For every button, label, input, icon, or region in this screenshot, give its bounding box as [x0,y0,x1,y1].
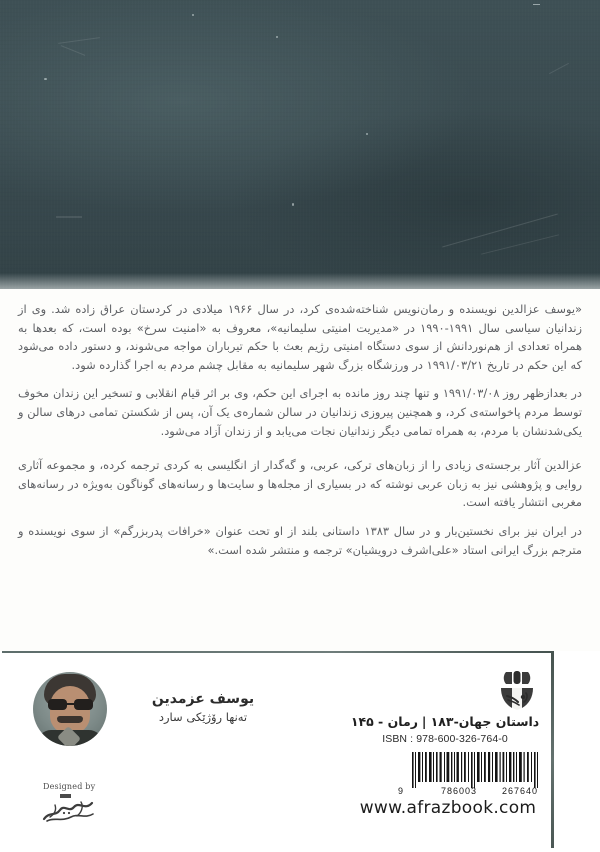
publisher-logo-icon [492,666,542,718]
portrait-sunglasses [48,699,93,710]
portrait-lens-left [48,699,67,710]
blurb-group-biography [18,300,582,440]
band-speck-6 [533,4,540,5]
band-speck-3 [44,78,47,80]
author-portrait-photo [33,672,107,746]
barcode-digits [394,786,554,796]
barcode-digit-group-2: 267640 [501,786,538,796]
portrait-mustache [57,716,83,723]
isbn-label: ISBN : [382,733,414,745]
band-speck-4 [366,133,368,135]
portrait-glasses-bridge [67,703,74,705]
blurb-paragraph-2: در بعدازظهر روز ۱۹۹۱/۰۳/۰۸ و تنها چند روز مانده به اجرای این حکم، وی بر اثر قیام انقلابی و تسخیر این زندان مخوف توسط مردم پاخواسته‌ی کرد، و همچنین پیروزی زندانیان در سالن شماره‌ی یک آن، پس از شکستن تمامی درهای سالن و یکی‌شدنشان با مردم، به همراه تمامی دیگر زندانیان نجات می‌یابد و از زندان آزاد می‌شود. [18,386,582,438]
band-speck-1 [192,14,194,16]
isbn-barcode [398,752,544,796]
band-scratch-1 [58,37,100,44]
band-scratch-2 [61,45,85,56]
blurb-paragraph-1: «یوسف عزالدین نویسنده و رمان‌نویس شناخته‌شده‌ی کرد، در سال ۱۹۶۶ میلادی در کردستان عراق زاده شد. وی از زندانیان سیاسی سال ۱۹۹۱-۱۹۹۰ در «مدیریت امنیتی سلیمانیه»، معروف به «امنیت سرخ» بوده است، که بعدها به همراه تعدادی از هم‌نوردانش از سوی دستگاه امنیتی رژیم بعث با حکم تیرباران مواجه می‌شوند، و دستور داده می‌شود که این حکم در تاریخ ۱۹۹۱/۰۳/۲۱ در ورزشگاه بزرگ شهر سلیمانیه به مقابل چشم مردم به اجرا گذارده شود. [18,302,583,372]
isbn-line [340,733,550,745]
band-bottom-fade [0,273,600,289]
designer-signature-icon [38,793,100,825]
band-speck-5 [292,203,294,206]
book-title: تەنها رۆژێکی سارد [158,710,248,724]
barcode-digit-group-1: 786003 [440,786,477,796]
series-line [340,714,550,729]
portrait-lens-right [74,699,93,710]
blurb-paragraph-3: عزالدین آثار برجسته‌ی زیادی را از زبان‌های ترکی، عربی، و گه‌گدار از انگلیسی به کردی ترجمه کرده، و مجموعه آثاری روایی و پژوهشی نیز به زبان عربی نوشته که در بسیاری از مجله‌ها و سایت‌ها و رسانه‌های گوناگون به‌ویژه در رسانه‌های مغربی انتشار یافته است. [18,458,582,510]
cover-photo-band [0,0,600,289]
series-separator: | [421,714,427,729]
band-scratch-6 [56,216,82,218]
barcode-digit-left: 9 [398,786,405,796]
panel-right-rule [551,651,554,849]
publisher-website[interactable]: www.afrazbook.com [359,798,537,818]
band-scratch-4 [481,234,559,254]
isbn-value: 978-600-326-764-0 [416,733,508,745]
page-bottom-edge [0,848,600,852]
author-name: یوسف عزمدین [151,691,255,707]
series-world-fiction: داستان جهان-۱۸۳ [430,714,540,729]
band-texture-overlay [0,0,600,289]
band-speck-2 [276,36,278,38]
designed-by-label: Designed by [43,782,96,791]
band-scratch-5 [549,63,569,74]
back-cover-blurb [18,300,582,575]
panel-top-rule [2,651,554,653]
blurb-group-works [18,456,582,559]
series-novel: رمان - ۱۴۵ [350,714,418,729]
band-scratch-3 [442,213,558,247]
blurb-paragraph-4: در ایران نیز برای نخستین‌بار و در سال ۱۳۸۳ داستانی بلند از او تحت عنوان «خرافات پدربزرگم» از سوی نویسنده و مترجم بزرگ ایرانی استاد «علی‌اشرف درویشیان» ترجمه و منتشر شده است.» [18,523,582,557]
